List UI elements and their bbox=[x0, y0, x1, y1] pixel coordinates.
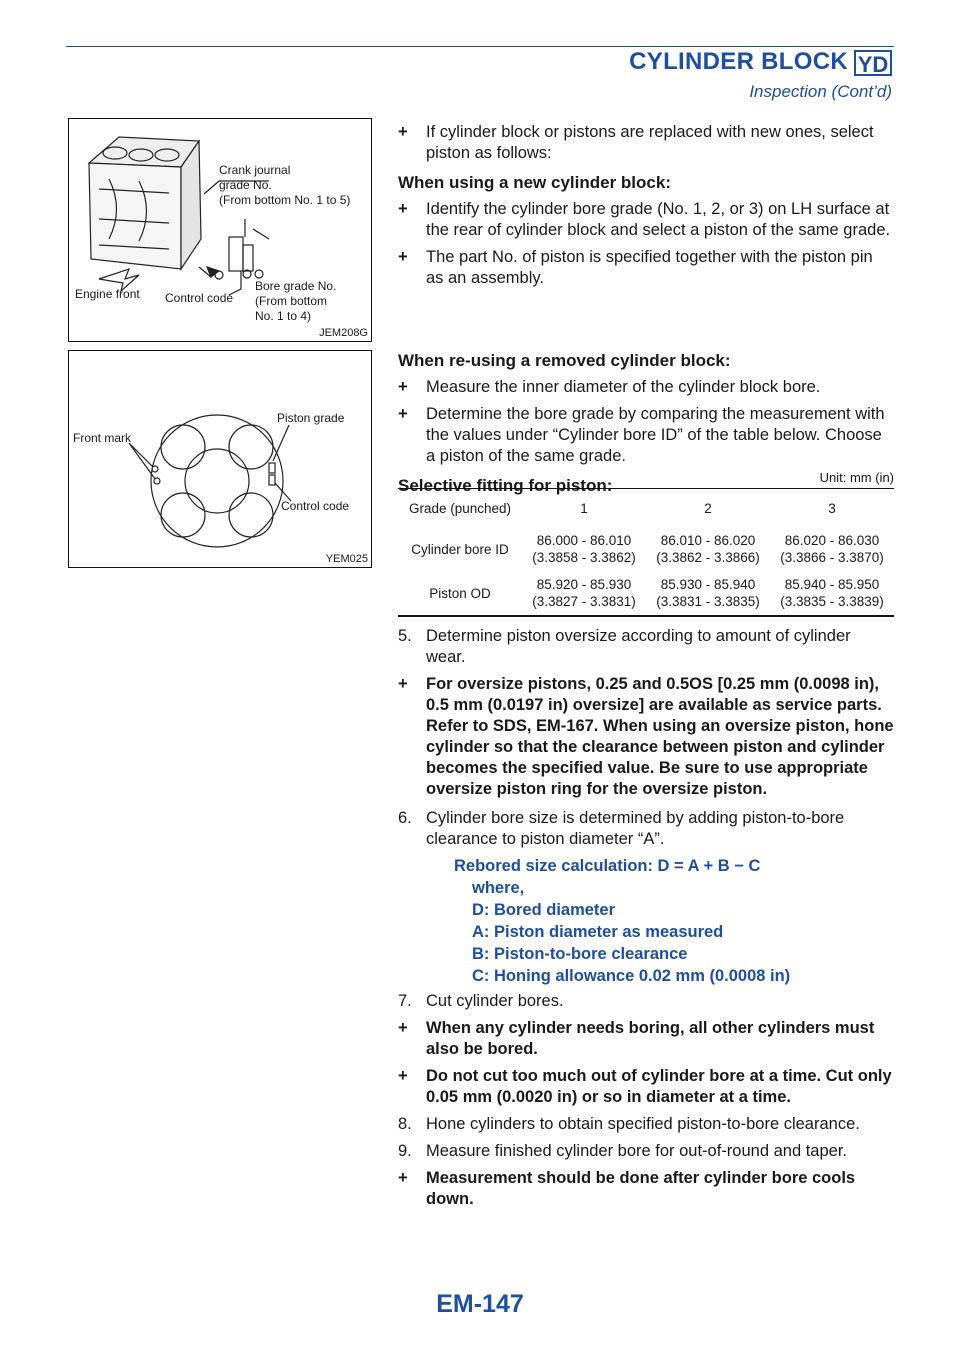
table-unit: Unit: mm (in) bbox=[819, 470, 894, 485]
piston-grade-label: Piston grade bbox=[277, 411, 345, 425]
figure-code: JEM208G bbox=[319, 327, 368, 339]
engine-tag: YD bbox=[854, 50, 892, 76]
step-8: 8. Hone cylinders to obtain specified piston-to-bore clearance. bbox=[398, 1115, 860, 1133]
header-rule bbox=[66, 46, 894, 47]
piston-top-illustration bbox=[69, 351, 371, 567]
bullet-item: + Determine the bore grade by comparing the measurement with the values under “Cylinder bore ID” of the table below. Choose a piston of the same grade. bbox=[398, 405, 885, 465]
table-cell: 86.010 - 86.020 (3.3862 - 3.3866) bbox=[656, 533, 760, 565]
table-cell: 85.920 - 85.930 (3.3827 - 3.3831) bbox=[522, 571, 646, 616]
rebore-formula bbox=[398, 856, 894, 987]
formula-where: where, bbox=[472, 879, 525, 897]
table-row bbox=[398, 571, 894, 616]
step-6: 6. Cylinder bore size is determined by adding piston-to-bore clearance to piston diameter “A”. bbox=[398, 809, 845, 848]
bullet-item: + Do not cut too much out of cylinder bore at a time. Cut only 0.05 mm (0.0020 in) or so in diameter at a time. bbox=[398, 1067, 892, 1106]
intro-section bbox=[398, 122, 894, 289]
formula-line: Rebored size calculation: D = A + B − C bbox=[454, 857, 761, 875]
control-code-label: Control code bbox=[281, 499, 350, 513]
control-code-label: Control code bbox=[165, 291, 234, 305]
table-cell: 85.940 - 85.950 (3.3835 - 3.3839) bbox=[770, 571, 894, 616]
table-row bbox=[398, 527, 894, 571]
selective-fitting-heading: Selective fitting for piston: bbox=[398, 476, 613, 495]
bullet-item: + Identify the cylinder bore grade (No. 1, 2, or 3) on LH surface at the rear of cylinder block and select a piston of the same grade. bbox=[398, 200, 891, 239]
page-number: EM-147 bbox=[436, 1290, 524, 1318]
selective-fitting-table bbox=[398, 488, 894, 617]
bullet-item: + Measurement should be done after cylinder bore cools down. bbox=[398, 1169, 856, 1208]
formula-def: D: Bored diameter bbox=[472, 901, 616, 919]
section-title: CYLINDER BLOCK bbox=[629, 48, 848, 75]
bore-grade-label: Bore grade No. (From bottom No. 1 to 4) bbox=[255, 279, 337, 323]
table-cell: 86.020 - 86.030 (3.3866 - 3.3870) bbox=[780, 533, 884, 565]
crank-journal-label: Crank journal grade No. (From bottom No. 1 to 5) bbox=[219, 163, 351, 207]
formula-definitions bbox=[454, 878, 894, 987]
figure-code: YEM025 bbox=[325, 553, 368, 565]
step-7: 7. Cut cylinder bores. bbox=[398, 992, 564, 1010]
formula-def: A: Piston diameter as measured bbox=[472, 923, 724, 941]
bullet-item: + Measure the inner diameter of the cylinder block bore. bbox=[398, 378, 821, 396]
section-subtitle: Inspection (Cont’d) bbox=[749, 82, 892, 101]
table-row bbox=[398, 489, 894, 528]
row-label: Piston OD bbox=[398, 571, 522, 616]
row-label: Cylinder bore ID bbox=[411, 541, 509, 557]
bullet-item: + For oversize pistons, 0.25 and 0.5OS [0.25 mm (0.0098 in), 0.5 mm (0.0197 in) oversize] are available as service parts. Refer to SDS, EM-167. When using an oversize piston, hone cylinder so that the clearance between piston and cylinder becomes the specified value. Be sure to use appropriate oversize piston ring for the oversize piston. bbox=[398, 675, 894, 798]
table-cell: 1 bbox=[522, 489, 646, 528]
engine-front-label: Engine front bbox=[75, 287, 140, 301]
table-cell: 3 bbox=[770, 489, 894, 528]
table-cell: 85.930 - 85.940 (3.3831 - 3.3835) bbox=[646, 571, 770, 616]
bullet-item: + If cylinder block or pistons are replaced with new ones, select piston as follows: bbox=[398, 123, 874, 162]
procedure-steps bbox=[398, 626, 894, 1210]
new-block-heading: When using a new cylinder block: bbox=[398, 173, 671, 192]
table-cell: 2 bbox=[646, 489, 770, 528]
reused-block-heading: When re-using a removed cylinder block: bbox=[398, 351, 731, 370]
step-5: 5. Determine piston oversize according to amount of cylinder wear. bbox=[398, 627, 851, 666]
formula-def: C: Honing allowance 0.02 mm (0.0008 in) bbox=[472, 967, 791, 985]
figure-yem025 bbox=[68, 350, 372, 568]
front-mark-label: Front mark bbox=[73, 431, 132, 445]
figure-jem208g bbox=[68, 118, 372, 342]
table-cell: 86.000 - 86.010 (3.3858 - 3.3862) bbox=[532, 533, 636, 565]
page-header bbox=[0, 0, 960, 120]
step-9: 9. Measure finished cylinder bore for out-of-round and taper. bbox=[398, 1142, 847, 1160]
bullet-item: + When any cylinder needs boring, all other cylinders must also be bored. bbox=[398, 1019, 875, 1058]
formula-def: B: Piston-to-bore clearance bbox=[472, 945, 688, 963]
bullet-item: + The part No. of piston is specified together with the piston pin as an assembly. bbox=[398, 248, 873, 287]
row-label: Grade (punched) bbox=[398, 489, 522, 528]
